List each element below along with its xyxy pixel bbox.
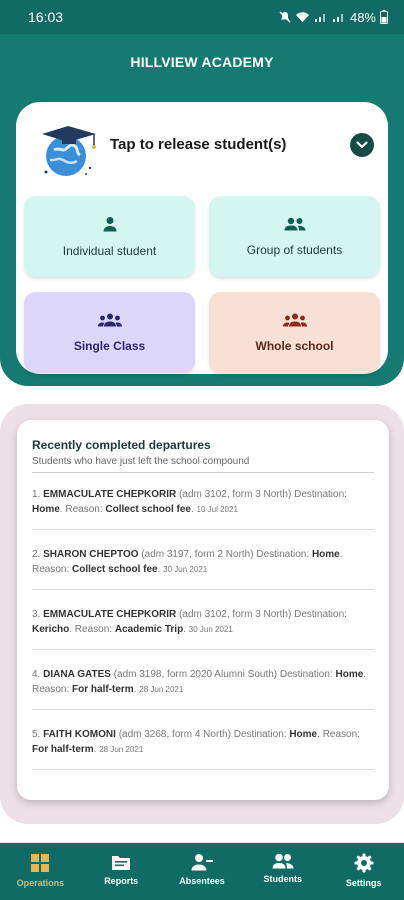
nav-absentees-label: Absentees [179,876,225,886]
nav-absentees[interactable] [162,843,243,900]
group-of-students-label: Group of students [246,242,343,257]
expand-button[interactable] [350,133,374,157]
individual-student-label: Individual student [62,243,157,258]
reason: Collect school fee [72,564,158,575]
status-bar [0,0,404,34]
nav-operations-label: Operations [16,878,65,888]
destination: Home [311,549,340,560]
school-group-icon [283,313,307,327]
departures-subtitle: Students who have just left the school compound [32,456,250,467]
whole-school-button[interactable] [209,292,380,373]
release-card [16,102,388,374]
nav-students-label: Students [263,874,303,884]
departure-date: 30 Jun 2021 [163,565,208,574]
folder-icon [111,853,131,871]
student-details: (adm 3197, form 2 North) Destination: [141,549,310,560]
reason-label: Reason: [32,684,70,695]
class-group-icon [98,313,122,327]
nav-settings[interactable] [323,843,404,900]
reason-label: Reason: [65,504,103,515]
single-class-button[interactable] [24,292,195,373]
graduation-globe-icon [36,116,102,182]
battery-icon [380,10,388,24]
departure-item[interactable]: 4. DIANA GATES (adm 3198, form 2020 Alumni South) Destination: Home. Reason: For half-term. 28 Jun 2021 [32,667,374,710]
nav-settings-label: Settings [345,878,382,888]
item-number: 1. [32,489,41,500]
item-number: 5. [32,729,41,740]
departure-date: 28 Jun 2021 [139,685,184,694]
reason: For half-term [32,744,94,755]
reason-label: Reason: [32,564,70,575]
release-title: Tap to release student(s) [110,136,287,153]
signal-icon [314,11,328,23]
student-name: DIANA GATES [43,669,111,680]
departure-date: 30 Jun 2021 [188,625,233,634]
student-name: FAITH KOMONI [43,729,116,740]
signal-icon-2 [332,11,346,23]
departure-date: 10 Jul 2021 [196,505,238,514]
departure-item[interactable]: 1. EMMACULATE CHEPKORIR (adm 3102, form 3 North) Destination: Home. Reason: Collect school fee. 10 Jul 2021 [32,487,374,530]
battery-percent: 48% [349,9,376,25]
destination: Home [335,669,364,680]
bottom-nav [0,843,404,900]
whole-school-label: Whole school [255,338,334,353]
dashboard-icon [30,853,50,873]
student-details: (adm 3198, form 2020 Alumni South) Destination: [113,669,333,680]
item-number: 3. [32,609,41,620]
student-details: (adm 3102, form 3 North) Destination: [179,609,347,620]
student-name: EMMACULATE CHEPKORIR [43,609,177,620]
people-icon [272,853,294,869]
departure-item[interactable]: 5. FAITH KOMONI (adm 3268, form 4 North) Destination: Home. Reason: For half-term. 28 Jun 2021 [32,727,374,770]
student-name: SHARON CHEPTOO [43,549,139,560]
reason-label: Reason: [322,729,360,740]
individual-student-button[interactable] [24,196,195,277]
departures-card [17,420,389,800]
student-name: EMMACULATE CHEPKORIR [43,489,177,500]
people-icon [284,217,306,231]
status-icons [279,10,388,25]
chevron-down-icon [356,141,368,149]
student-details: (adm 3268, form 4 North) Destination: [118,729,287,740]
gear-icon [354,853,374,873]
nav-reports[interactable] [81,843,162,900]
person-remove-icon [191,853,213,871]
status-time: 16:03 [28,9,64,25]
departure-item[interactable]: 3. EMMACULATE CHEPKORIR (adm 3102, form 3 North) Destination: Kericho. Reason: Academic Trip. 30 Jun 2021 [32,607,374,650]
nav-reports-label: Reports [104,876,139,886]
app-title: HILLVIEW ACADEMY [130,54,274,70]
reason: For half-term [72,684,134,695]
item-number: 4. [32,669,41,680]
reason-label: Reason: [74,624,113,635]
student-details: (adm 3102, form 3 North) Destination: [179,489,347,500]
person-icon [102,216,118,232]
reason: Academic Trip [114,624,184,635]
departures-section [0,404,404,824]
header-area [0,34,404,386]
destination: Home [32,504,60,515]
group-of-students-button[interactable] [209,196,380,277]
reason: Collect school fee [105,504,191,515]
mute-icon [279,11,291,23]
departures-title: Recently completed departures [32,438,211,452]
nav-students[interactable] [242,843,323,900]
departure-date: 28 Jun 2021 [99,745,144,754]
divider [32,472,374,473]
wifi-icon [295,11,310,23]
nav-operations[interactable] [0,843,81,900]
destination: Home [289,729,318,740]
destination: Kericho [32,624,70,635]
item-number: 2. [32,549,41,560]
departure-item[interactable]: 2. SHARON CHEPTOO (adm 3197, form 2 North) Destination: Home. Reason: Collect school fee. 30 Jun 2021 [32,547,374,590]
single-class-label: Single Class [73,338,146,353]
